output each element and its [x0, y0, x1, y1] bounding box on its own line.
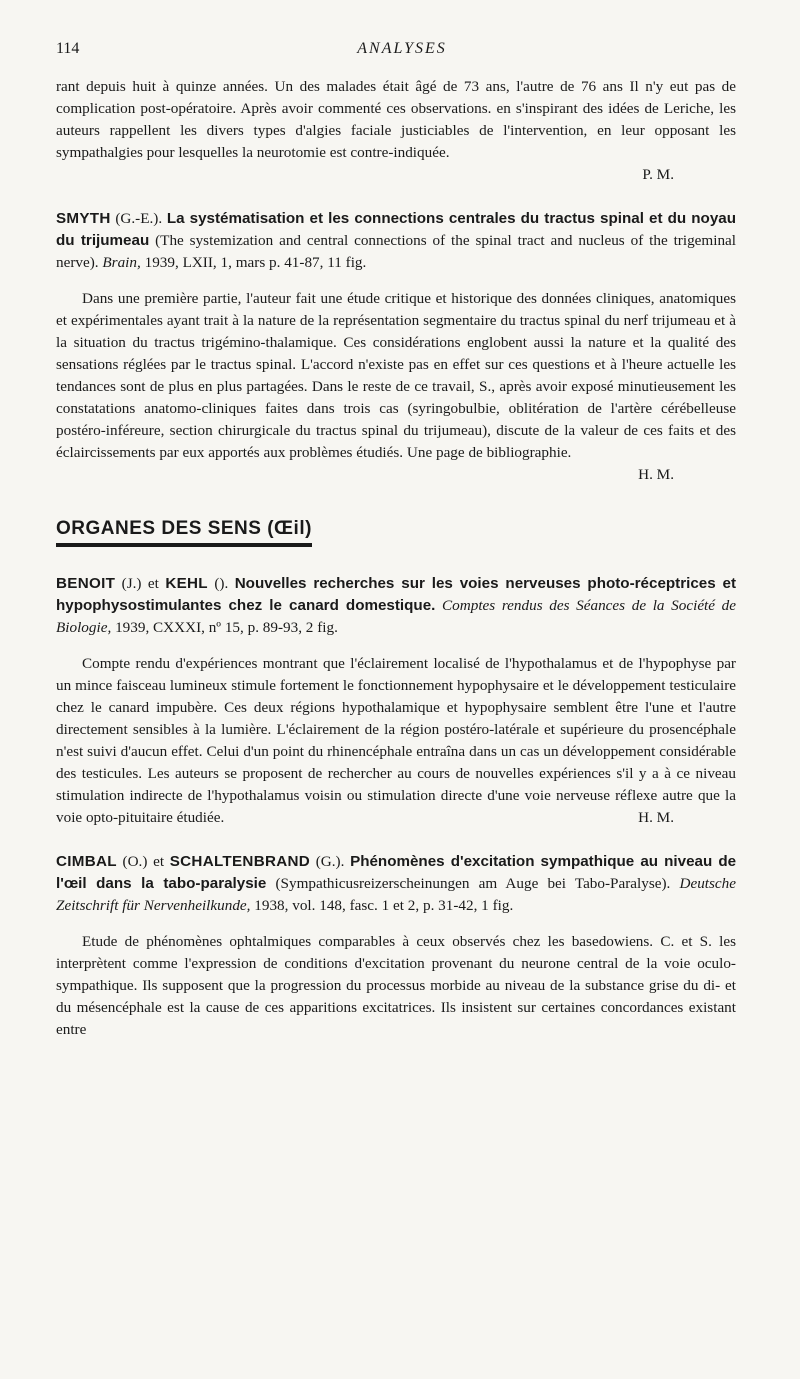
page-content — [56, 76, 736, 1041]
page-number: 114 — [56, 40, 80, 57]
author-initials: (G.). — [315, 853, 345, 870]
author-initials: (J.) — [121, 575, 142, 592]
author-name: KEHL — [165, 575, 208, 592]
article-title: Phénomènes d'excitation sympathique au niveau de l'œil dans la tabo-paralysie — [56, 853, 737, 892]
journal-name: Deutsche Zeitschrift für Nervenheilkunde, — [56, 875, 736, 914]
article-title: Nouvelles recherches sur les voies nerveuses photo-réceptrices et hypophysostimulantes chez le canard domestique. — [56, 575, 737, 614]
abstract-text: Compte rendu d'expériences montrant que l'éclairement localisé de l'hypothalamus et de l'hypophyse par un mince faisceau lumineux stimule fortement le fonctionnement hypophysaire et le développement testiculaire chez le canard impubère. Ces deux régions hypothalamique et hypophysaire semblent être l'une et l'autre directement sensibles à la lumière. L'éclairement de la région postéro-latérale et supérieure du prosencéphale n'est suivi d'aucun effet. Celui d'un point du rhinencéphale entraîna dans un cas un développement considérable des testicules. Les auteurs se proposent de rechercher au cours de nouvelles expériences s'il y a à ce niveau stimulation indirecte de l'hypothalamus voisin ou stimulation directe d'une voie nerveuse réflexe autre que la voie opto-pituitaire étudiée. — [56, 655, 736, 826]
abstract: Dans une première partie, l'auteur fait une étude critique et historique des données cliniques, anatomiques et expérimentales ayant trait à la nature de la représentation segmentaire du tractus spinal du nerf trijumeau et à la situation du tractus trigémino-thalamique. Ces considérations englobent aussi la nature et la qualité des sensations réglées par le tractus spinal. L'accord n'existe pas en effet sur ces questions et à l'heure actuelle les tendances sont de plus en plus partagées. Dans le reste de ce travail, S., après avoir exposé minutieusement les constatations anatomo-cliniques faites dans trois cas (syringobulbie, oblitération de l'artère cérébelleuse postéro-inféreure, section chirurgicale du tractus spinal du trijumeau), discute de la valeur de ces faits et des éclaircissements par eux apportés aux problèmes étudiés. Une page de bibliographie. — [56, 290, 736, 461]
title-translation: (The systemization and central connections of the spinal tract and nucleus of the trigeminal nerve). — [56, 232, 736, 271]
citation — [56, 208, 736, 274]
abstract — [56, 653, 736, 829]
publication-details: 1939, CXXXI, nº 15, p. 89-93, 2 fig. — [115, 619, 338, 636]
reviewer-signature: H. M. — [638, 466, 674, 483]
intro-paragraph: rant depuis huit à quinze années. Un des malades était âgé de 73 ans, l'autre de 76 ans Il n'y eut pas de complication post-opératoire. Après avoir commenté ces observations. en s'inspirant des idées de Leriche, les auteurs rappellent les divers types d'algies faciale justiciables de l'intervention, en leur opposant les sympathalgies pour lesquelles la neurotomie est contre-indiquée. — [56, 78, 736, 161]
conjunction: et — [153, 853, 165, 870]
intro-signature: P. M. — [642, 166, 674, 183]
journal-name: Brain, — [102, 254, 141, 271]
author-initials: (O.) — [122, 853, 148, 870]
author-initials: (). — [214, 575, 229, 592]
author-name: CIMBAL — [56, 853, 117, 870]
article-title: La systématisation et les connections centrales du tractus spinal et du noyau du trijumeau — [56, 210, 736, 249]
page-header — [56, 40, 748, 64]
journal-name: Comptes rendus des Séances de la Société de Biologie, — [56, 597, 736, 636]
publication-details: 1939, LXII, 1, mars p. 41-87, 11 fig. — [144, 254, 367, 271]
review-entry-benoit-kehl — [56, 573, 736, 829]
author-initials: (G.-E.). — [115, 210, 163, 227]
section-heading: ORGANES DES SENS (Œil) — [56, 518, 312, 547]
author-name: SMYTH — [56, 210, 111, 227]
reviewer-signature: H. M. — [638, 809, 674, 826]
citation — [56, 851, 736, 917]
review-entry-smyth — [56, 208, 736, 486]
title-translation: (Sympathicusreizerscheinungen am Auge bei Tabo-Paralyse). — [275, 875, 671, 892]
conjunction: et — [147, 575, 159, 592]
abstract: Etude de phénomènes ophtalmiques comparables à ceux observés chez les basedowiens. C. et S. les interprètent comme l'expression de conditions d'excitation provenant du neurone central de la voie oculo-sympathique. Ils supposent que la progression du processus morbide au niveau de la substance grise du di- et du mésencéphale est la cause de ces apparitions excitatrices. Ils insistent sur certaines concordances existant entre — [56, 933, 736, 1038]
citation — [56, 573, 736, 639]
author-name: SCHALTENBRAND — [169, 853, 311, 870]
review-entry-cimbal-schaltenbrand — [56, 851, 736, 1041]
author-name: BENOIT — [56, 575, 116, 592]
running-title: ANALYSES — [357, 40, 447, 57]
publication-details: 1938, vol. 148, fasc. 1 et 2, p. 31-42, 1 fig. — [254, 897, 514, 914]
